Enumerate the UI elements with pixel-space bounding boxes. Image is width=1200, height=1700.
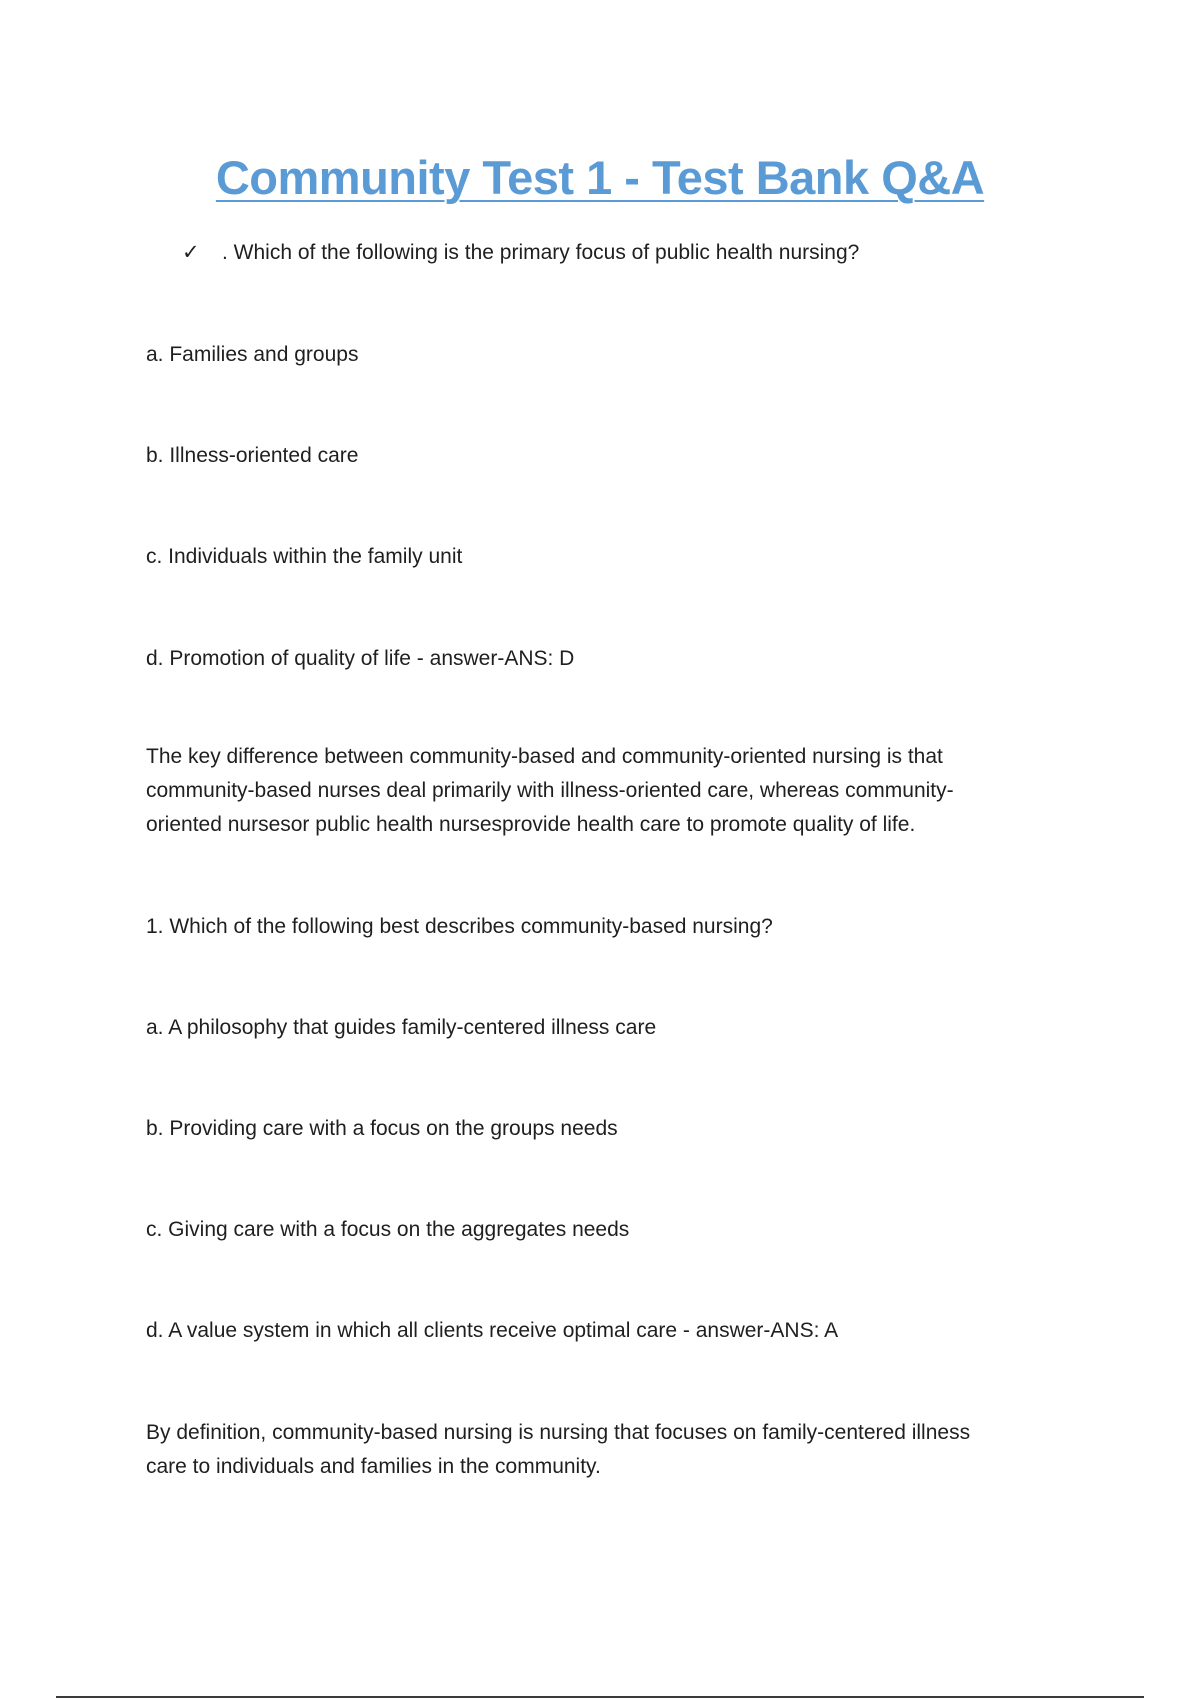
question-1-option-a: a. A philosophy that guides family-centered illness care bbox=[146, 1016, 657, 1039]
question-0-option-c: c. Individuals within the family unit bbox=[146, 545, 463, 568]
checkmark-icon: ✓ bbox=[182, 241, 200, 264]
rationale-line: oriented nursesor public health nursesprovide health care to promote quality of life. bbox=[146, 813, 916, 836]
question-0-rationale bbox=[146, 740, 1046, 842]
question-0-option-b: b. Illness-oriented care bbox=[146, 444, 359, 467]
footer-divider bbox=[56, 1696, 1144, 1698]
rationale-line: The key difference between community-based and community-oriented nursing is that bbox=[146, 745, 943, 768]
question-0-option-a: a. Families and groups bbox=[146, 343, 359, 366]
question-0-text: . Which of the following is the primary focus of public health nursing? bbox=[222, 241, 860, 264]
rationale-line: care to individuals and families in the community. bbox=[146, 1455, 601, 1478]
question-1-option-b: b. Providing care with a focus on the groups needs bbox=[146, 1117, 618, 1140]
question-1-rationale bbox=[146, 1416, 1046, 1484]
rationale-line: community-based nurses deal primarily with illness-oriented care, whereas community- bbox=[146, 779, 954, 802]
question-1-option-d: d. A value system in which all clients receive optimal care - answer-ANS: A bbox=[146, 1319, 839, 1342]
question-1-option-c: c. Giving care with a focus on the aggregates needs bbox=[146, 1218, 630, 1241]
rationale-line: By definition, community-based nursing is nursing that focuses on family-centered illness bbox=[146, 1421, 971, 1444]
question-1-text: 1. Which of the following best describes community-based nursing? bbox=[146, 915, 773, 938]
document-title: Community Test 1 - Test Bank Q&A bbox=[215, 151, 985, 204]
question-0-option-d: d. Promotion of quality of life - answer-ANS: D bbox=[146, 647, 575, 670]
question-0 bbox=[182, 236, 859, 270]
